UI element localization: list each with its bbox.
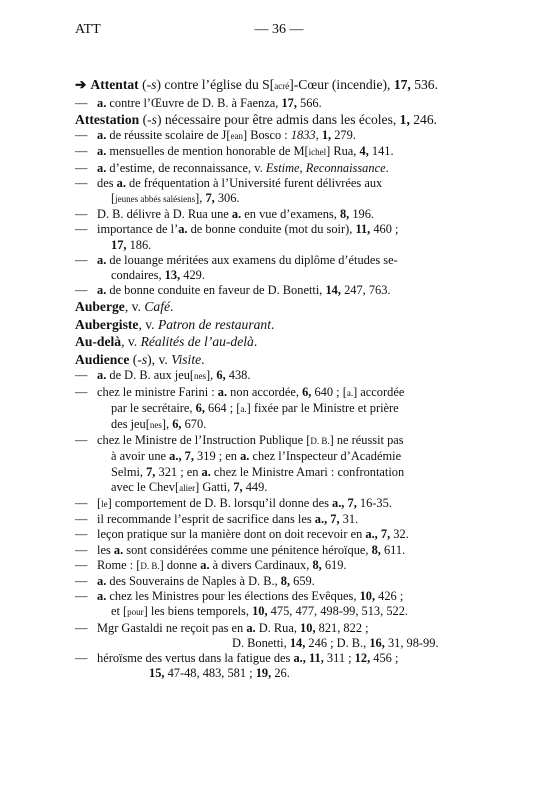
dash-marker: — [75, 207, 88, 222]
headword-entry [75, 298, 475, 316]
subentry [75, 253, 475, 268]
index-entries [75, 76, 475, 682]
subentry [75, 161, 475, 176]
entry-text: Attestation (-s) nécessaire pour être admis dans les écoles, 1, 246. [75, 111, 438, 127]
continuation-line: et [pour] les biens temporels, 10, 475, 477, 498-99, 513, 522. [111, 604, 409, 619]
dash-marker: — [75, 433, 88, 448]
continuation-line: [jeunes abbés salésiens], 7, 306. [111, 191, 240, 206]
headword-entry [75, 76, 475, 96]
entry-text: Aubergiste, v. Patron de restaurant. [75, 316, 275, 332]
entry-text: chez le Ministre de l’Instruction Publique [D. B.] ne réussit pas [97, 433, 404, 448]
continuation-line: condaires, 13, 429. [111, 268, 205, 283]
entry-text: a. chez les Ministres pour les élections des Evêques, 10, 426 ; [97, 589, 404, 604]
entry-text: a. de D. B. aux jeu[nes], 6, 438. [97, 368, 251, 383]
headword-entry [75, 111, 475, 129]
headword-entry [75, 333, 475, 351]
continuation-line: des jeu[nes], 6, 670. [111, 417, 207, 432]
continuation-line: D. Bonetti, 14, 246 ; D. B., 16, 31, 98-99. [232, 635, 439, 650]
dash-marker: — [75, 144, 88, 159]
entry-text: a. des Souverains de Naples à D. B., 8, 659. [97, 574, 315, 589]
dash-marker: — [75, 557, 88, 572]
entry-text: Auberge, v. Café. [75, 299, 174, 315]
dash-marker: — [75, 620, 88, 635]
dash-marker: — [75, 496, 88, 511]
subentry [75, 433, 475, 449]
entry-text: héroïsme des vertus dans la fatigue des a., 11, 311 ; 12, 456 ; [97, 651, 399, 666]
entry-text: D. B. délivre à D. Rua une a. en vue d’examens, 8, 196. [97, 207, 375, 222]
entry-text: des a. de fréquentation à l’Université furent délivrées aux [97, 175, 383, 190]
dash-marker: — [75, 175, 88, 190]
dash-marker: — [75, 222, 88, 237]
entry-text: chez le ministre Farini : a. non accordée, 6, 640 ; [a.] accordée [97, 384, 405, 399]
dash-marker: — [75, 128, 88, 143]
subentry [75, 385, 475, 401]
subentry [75, 621, 475, 636]
continuation-line: par le secrétaire, 6, 664 ; [a.] fixée par le Ministre et prière [111, 400, 399, 415]
dash-marker: — [75, 95, 88, 110]
continuation-line: à avoir une a., 7, 319 ; en a. chez l’Inspecteur d’Académie [111, 449, 402, 464]
subentry [75, 496, 475, 512]
entry-text: Au-delà, v. Réalités de l’au-delà. [75, 334, 258, 350]
dash-marker: — [75, 368, 88, 383]
dash-marker: — [75, 160, 88, 175]
continuation-line: Selmi, 7, 321 ; en a. chez le Ministre Amari : confrontation [111, 464, 405, 479]
entry-text: importance de l’a. de bonne conduite (mot du soir), 11, 460 ; [97, 222, 399, 237]
subentry [75, 283, 475, 298]
continuation-line: 15, 47-48, 483, 581 ; 19, 26. [149, 666, 290, 681]
dash-marker: — [75, 252, 88, 267]
continuation-line: avec le Chev[alier] Gatti, 7, 449. [111, 479, 268, 494]
entry-text: Attentat (-s) contre l’église du S[acré]-Cœur (incendie), 17, 536. [90, 77, 438, 92]
dash-marker: — [75, 527, 88, 542]
entry-text: a. de louange méritées aux examens du diplôme d’études se- [97, 252, 398, 267]
entry-text: il recommande l’esprit de sacrifice dans les a., 7, 31. [97, 512, 359, 527]
subentry [75, 651, 475, 666]
subentry [75, 144, 475, 160]
dash-marker: — [75, 283, 88, 298]
subentry [75, 176, 475, 191]
dash-marker: — [75, 542, 88, 557]
subentry [75, 96, 475, 111]
entry-text: les a. sont considérées comme une pénitence héroïque, 8, 611. [97, 542, 406, 557]
dash-marker: — [75, 384, 88, 399]
subentry [75, 207, 475, 222]
subentry [75, 558, 475, 574]
dash-marker: — [75, 589, 88, 604]
entry-text: Mgr Gastaldi ne reçoit pas en a. D. Rua, 10, 821, 822 ; [97, 620, 369, 635]
dash-marker: — [75, 512, 88, 527]
headword-entry [75, 351, 475, 369]
running-header: ATT [75, 22, 101, 37]
arrow-icon: ➔ [75, 77, 87, 92]
entry-text: a. d’estime, de reconnaissance, v. Estime, Reconnaissance. [97, 160, 389, 175]
subentry [75, 512, 475, 527]
entry-text: Audience (-s), v. Visite. [75, 351, 205, 367]
subentry [75, 368, 475, 384]
dash-marker: — [75, 574, 88, 589]
entry-text: [le] comportement de D. B. lorsqu’il donne des a., 7, 16-35. [97, 496, 392, 511]
entry-text: a. contre l’Œuvre de D. B. à Faenza, 17, 566. [97, 95, 322, 110]
entry-text: a. de réussite scolaire de J[ean] Bosco : 1833, 1, 279. [97, 128, 356, 143]
headword-entry [75, 316, 475, 334]
dash-marker: — [75, 651, 88, 666]
continuation-line: 17, 186. [111, 237, 152, 252]
subentry [75, 527, 475, 542]
subentry [75, 589, 475, 604]
entry-text: Rome : [D. B.] donne a. à divers Cardinaux, 8, 619. [97, 557, 347, 572]
page-number: — 36 — [254, 22, 304, 37]
subentry [75, 128, 475, 144]
subentry [75, 574, 475, 589]
subentry [75, 222, 475, 237]
entry-text: leçon pratique sur la manière dont on doit recevoir en a., 7, 32. [97, 527, 409, 542]
entry-text: a. mensuelles de mention honorable de M[ichel] Rua, 4, 141. [97, 144, 394, 159]
subentry [75, 543, 475, 558]
entry-text: a. de bonne conduite en faveur de D. Bonetti, 14, 247, 763. [97, 283, 391, 298]
